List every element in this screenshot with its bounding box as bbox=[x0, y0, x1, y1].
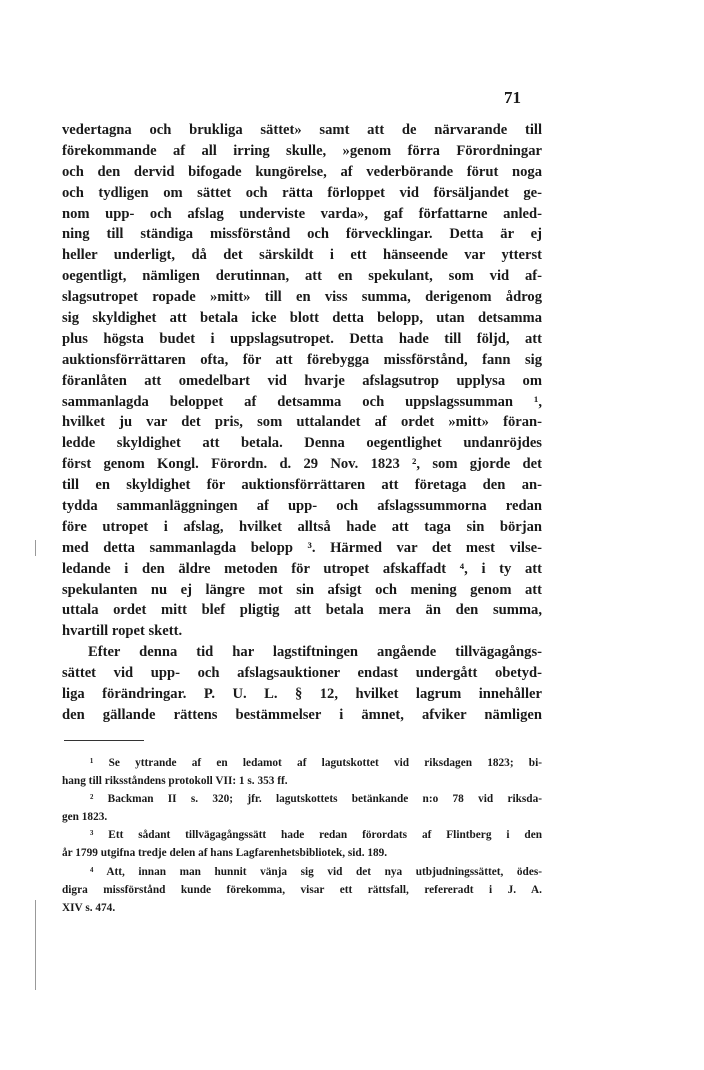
text-line: slagsutropet ropade »mitt» till en viss summa, derigenom ådrog bbox=[62, 289, 542, 306]
text-line: föranlåten att omedelbart vid hvarje afslagsutrop upplysa om bbox=[62, 372, 542, 389]
text-line: oegentligt, nämligen derutinnan, att en spekulant, som vid af- bbox=[62, 268, 542, 285]
footnote-line: år 1799 utgifna tredje delen af hans Lagfarenhetsbibliotek, sid. 189. bbox=[62, 847, 388, 860]
body-text bbox=[62, 120, 542, 726]
text-line: före utropet i afslag, hvilket alltså hade att taga sin början bbox=[62, 518, 542, 535]
footnote-line: ² Backman II s. 320; jfr. lagutskottets betänkande n:o 78 vid riksda- bbox=[90, 793, 542, 806]
text-line: sammanlagda beloppet af detsamma och uppslagssumman ¹, bbox=[62, 393, 542, 410]
text-line: förekommande af all irring skulle, »genom förra Förordningar bbox=[62, 142, 542, 159]
margin-mark bbox=[35, 540, 36, 556]
text-line: plus högsta budet i uppslagsutropet. Detta hade till följd, att bbox=[62, 330, 542, 347]
text-line: ledde skyldighet att betala. Denna oegentlighet undanröjdes bbox=[62, 435, 542, 452]
text-line: heller underligt, då det särskildt i ett hänseende var ytterst bbox=[62, 247, 542, 264]
text-line: uttala ordet mitt blef pligtig att betala mera än den summa, bbox=[62, 602, 542, 619]
text-line: den gällande rättens bestämmelser i ämnet, afviker nämligen bbox=[62, 706, 542, 723]
footnote-divider bbox=[64, 740, 144, 741]
footnote-line: XIV s. 474. bbox=[62, 901, 116, 914]
text-line: ledande i den äldre metoden för utropet afskaffadt ⁴, i ty att bbox=[62, 560, 542, 577]
text-line: till en skyldighet för auktionsförrättaren att företaga den an- bbox=[62, 477, 542, 494]
text-line: ning till ständiga missförstånd och förvecklingar. Detta är ej bbox=[62, 226, 542, 243]
text-line: och tydligen om sättet och rätta förloppet vid försäljandet ge- bbox=[62, 184, 542, 201]
text-line: först genom Kongl. Förordn. d. 29 Nov. 1823 ², som gjorde det bbox=[62, 456, 542, 473]
text-line: spekulanten nu ej längre mot sin afsigt och mening genom att bbox=[62, 581, 542, 598]
footnotes bbox=[62, 754, 542, 917]
footnote-line: ¹ Se yttrande af en ledamot af lagutskottet vid riksdagen 1823; bi- bbox=[90, 757, 542, 769]
footnote-line: ³ Ett sådant tillvägagångssätt hade redan förordats af Flintberg i den bbox=[90, 829, 542, 842]
text-line: vedertagna och brukliga sättet» samt att de närvarande till bbox=[62, 122, 542, 138]
text-line: nom upp- och afslag underviste varda», gaf författarne anled- bbox=[62, 205, 542, 222]
text-line: auktionsförrättaren ofta, för att förebygga missförstånd, fann sig bbox=[62, 351, 542, 368]
text-line: hvartill ropet skett. bbox=[62, 623, 183, 640]
text-line: med detta sammanlagda belopp ³. Härmed var det mest vilse- bbox=[62, 539, 542, 556]
footnote-line: hang till riksståndens protokoll VII: 1 s. 353 ff. bbox=[62, 775, 288, 788]
footnote-line: digra missförstånd kunde förekomma, visar ett rättsfall, refereradt i J. A. bbox=[62, 883, 542, 896]
page-number: 71 bbox=[504, 88, 521, 107]
text-line: hvilket ju var det pris, som uttalandet af ordet »mitt» föran- bbox=[62, 414, 542, 431]
text-line: liga förändringar. P. U. L. § 12, hvilket lagrum innehåller bbox=[62, 686, 542, 703]
text-line: och den dervid bifogade kungörelse, af vederbörande förut noga bbox=[62, 163, 542, 180]
footnote-line: gen 1823. bbox=[62, 811, 108, 824]
text-line: Efter denna tid har lagstiftningen angående tillvägagångs- bbox=[88, 644, 542, 661]
footnote-line: ⁴ Att, innan man hunnit vänja sig vid det nya utbjudningssättet, ödes- bbox=[90, 865, 542, 878]
text-line: tydda sammanläggningen af upp- och afslagssummorna redan bbox=[62, 498, 542, 515]
text-line: sättet vid upp- och afslagsauktioner endast undergått obetyd- bbox=[62, 665, 542, 682]
margin-mark bbox=[35, 900, 36, 990]
text-line: sig skyldighet att betala icke blott detta belopp, utan detsamma bbox=[62, 310, 542, 327]
